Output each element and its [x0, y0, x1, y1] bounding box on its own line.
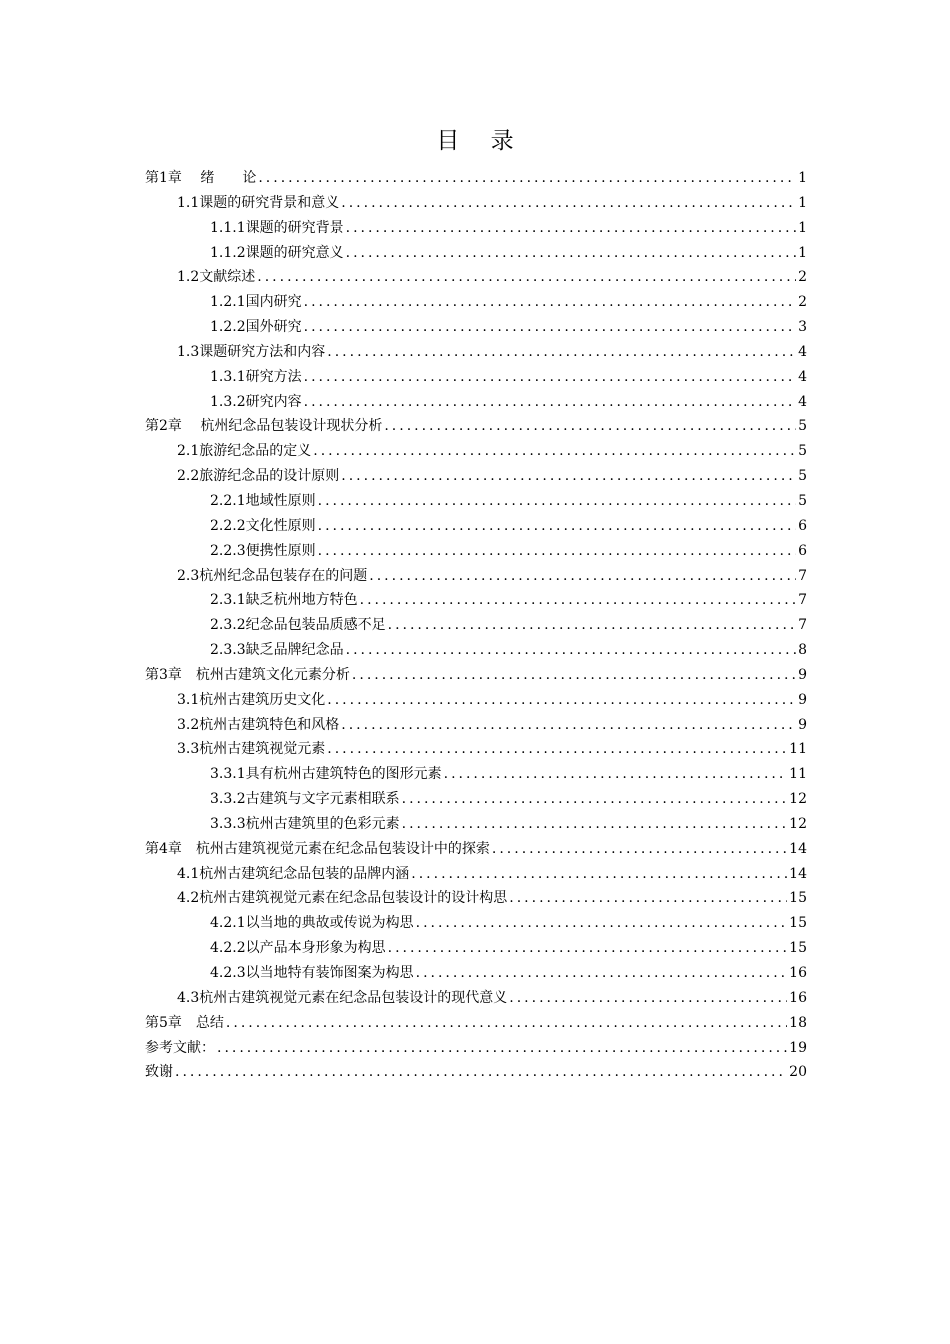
toc-dot-leader	[352, 667, 796, 683]
toc-entry[interactable]	[145, 738, 807, 763]
toc-dot-leader	[416, 915, 788, 931]
toc-entry[interactable]	[145, 937, 807, 962]
toc-entry-title: 4.2.2以产品本身形象为构思	[210, 940, 386, 957]
toc-entry[interactable]	[145, 863, 807, 888]
toc-entry-page-number: 1	[798, 194, 807, 211]
toc-entry-page-number: 12	[789, 791, 807, 808]
toc-entry-title: 1.3课题研究方法和内容	[177, 343, 326, 360]
toc-entry-page-number: 8	[798, 642, 807, 659]
toc-dot-leader	[444, 766, 788, 782]
toc-entry-title: 2.2.3便携性原则	[210, 542, 316, 559]
toc-entry-title: 2.3.3缺乏品牌纪念品	[210, 642, 344, 659]
toc-dot-leader	[257, 269, 796, 285]
toc-entry-page-number: 15	[789, 940, 807, 957]
toc-dot-leader	[509, 890, 787, 906]
toc-dot-leader	[217, 1040, 787, 1056]
toc-entry[interactable]	[145, 266, 807, 291]
toc-entry-page-number: 11	[789, 741, 807, 758]
toc-entry-page-number: 4	[798, 393, 807, 410]
toc-entry-page-number: 9	[798, 716, 807, 733]
toc-entry[interactable]	[145, 887, 807, 912]
toc-entry[interactable]	[145, 217, 807, 242]
toc-entry-page-number: 4	[798, 368, 807, 385]
toc-entry-title: 2.2.1地域性原则	[210, 492, 316, 509]
toc-entry-title: 2.3杭州纪念品包装存在的问题	[177, 567, 368, 584]
toc-entry[interactable]	[145, 465, 807, 490]
toc-entry-page-number: 5	[798, 492, 807, 509]
toc-dot-leader	[327, 692, 796, 708]
toc-entry[interactable]	[145, 490, 807, 515]
toc-entry-page-number: 2	[798, 294, 807, 311]
toc-entry-page-number: 20	[789, 1064, 807, 1081]
toc-entry-title: 第5章 总结	[145, 1014, 224, 1031]
toc-entry[interactable]	[145, 366, 807, 391]
toc-entry-title: 1.2.1国内研究	[210, 294, 302, 311]
toc-entry-title: 4.1杭州古建筑纪念品包装的品牌内涵	[177, 865, 410, 882]
toc-entry-title: 3.3.2古建筑与文字元素相联系	[210, 791, 400, 808]
toc-entry[interactable]	[145, 962, 807, 987]
toc-entry-page-number: 7	[798, 592, 807, 609]
toc-entry[interactable]	[145, 391, 807, 416]
toc-entry[interactable]	[145, 639, 807, 664]
toc-entry-title: 3.1杭州古建筑历史文化	[177, 691, 326, 708]
toc-entry[interactable]	[145, 167, 807, 192]
toc-entry-title: 1.2文献综述	[177, 269, 256, 286]
toc-entry-title: 4.2.1以当地的典故或传说为构思	[210, 915, 414, 932]
toc-entry-title: 4.3杭州古建筑视觉元素在纪念品包装设计的现代意义	[177, 989, 508, 1006]
toc-entry-title: 2.3.1缺乏杭州地方特色	[210, 592, 358, 609]
toc-entry-title: 1.3.1研究方法	[210, 368, 302, 385]
toc-entry[interactable]	[145, 540, 807, 565]
toc-dot-leader	[327, 741, 787, 757]
toc-entry-page-number: 6	[798, 542, 807, 559]
toc-entry[interactable]	[145, 912, 807, 937]
toc-dot-leader	[304, 394, 796, 410]
toc-entry[interactable]	[145, 689, 807, 714]
toc-entry[interactable]	[145, 763, 807, 788]
toc-entry-page-number: 18	[789, 1014, 807, 1031]
toc-entry-page-number: 7	[798, 617, 807, 634]
table-of-contents	[145, 167, 807, 1086]
toc-entry-title: 4.2杭州古建筑视觉元素在纪念品包装设计的设计构思	[177, 890, 508, 907]
toc-entry-page-number: 1	[798, 170, 807, 186]
toc-entry-title: 1.1.2课题的研究意义	[210, 244, 344, 261]
toc-entry-title: 2.3.2纪念品包装品质感不足	[210, 617, 386, 634]
toc-dot-leader	[369, 568, 796, 584]
toc-entry-title: 2.2.2文化性原则	[210, 517, 316, 534]
toc-entry-page-number: 5	[798, 418, 807, 435]
toc-dot-leader	[346, 642, 796, 658]
toc-entry[interactable]	[145, 192, 807, 217]
toc-entry[interactable]	[145, 341, 807, 366]
toc-dot-leader	[313, 443, 796, 459]
toc-dot-leader	[346, 245, 796, 261]
toc-dot-leader	[175, 1064, 787, 1080]
toc-entry-title: 第4章 杭州古建筑视觉元素在纪念品包装设计中的探索	[145, 840, 490, 857]
toc-entry-title: 第3章 杭州古建筑文化元素分析	[145, 666, 350, 683]
toc-entry[interactable]	[145, 515, 807, 540]
toc-entry[interactable]	[145, 440, 807, 465]
toc-dot-leader	[492, 841, 787, 857]
toc-entry[interactable]	[145, 838, 807, 863]
toc-entry[interactable]	[145, 316, 807, 341]
page-title: 目 录	[436, 128, 526, 154]
toc-dot-leader	[341, 195, 796, 211]
toc-entry[interactable]	[145, 1012, 807, 1037]
toc-dot-leader	[388, 940, 788, 956]
toc-entry-page-number: 9	[798, 691, 807, 708]
toc-entry[interactable]	[145, 614, 807, 639]
toc-entry-title: 3.3.3杭州古建筑里的色彩元素	[210, 815, 400, 832]
toc-entry[interactable]	[145, 987, 807, 1012]
toc-dot-leader	[411, 866, 787, 882]
toc-entry-title: 1.2.2国外研究	[210, 319, 302, 336]
toc-entry-page-number: 11	[789, 766, 807, 783]
toc-entry-page-number: 1	[798, 244, 807, 261]
toc-entry-title: 1.3.2研究内容	[210, 393, 302, 410]
toc-dot-leader	[360, 592, 796, 608]
toc-dot-leader	[226, 1015, 787, 1031]
toc-entry[interactable]	[145, 714, 807, 739]
toc-entry-title: 第2章 杭州纪念品包装设计现状分析	[145, 418, 383, 435]
toc-dot-leader	[346, 220, 796, 236]
toc-dot-leader	[341, 468, 796, 484]
toc-dot-leader	[318, 518, 796, 534]
toc-entry-page-number: 12	[789, 815, 807, 832]
toc-entry-page-number: 16	[789, 965, 807, 981]
toc-dot-leader	[509, 990, 787, 1006]
toc-entry-page-number: 14	[789, 865, 807, 882]
toc-entry[interactable]	[145, 788, 807, 813]
toc-entry[interactable]	[145, 664, 807, 689]
toc-entry[interactable]	[145, 589, 807, 614]
toc-dot-leader	[318, 493, 796, 509]
toc-entry-title: 1.1.1课题的研究背景	[210, 219, 344, 236]
toc-entry-page-number: 14	[789, 840, 807, 857]
toc-entry[interactable]	[145, 1037, 807, 1062]
toc-entry-title: 3.2杭州古建筑特色和风格	[177, 716, 340, 733]
toc-entry-page-number: 9	[798, 666, 807, 683]
toc-entry-title: 参考文献：	[145, 1039, 215, 1056]
toc-entry-title: 3.3杭州古建筑视觉元素	[177, 741, 326, 758]
toc-entry-page-number: 5	[798, 443, 807, 460]
toc-dot-leader	[402, 816, 788, 832]
toc-entry-page-number: 7	[798, 567, 807, 584]
toc-dot-leader	[388, 617, 796, 633]
toc-entry[interactable]	[145, 415, 807, 440]
toc-entry-title: 3.3.1具有杭州古建筑特色的图形元素	[210, 766, 442, 783]
toc-entry-page-number: 5	[798, 468, 807, 485]
toc-entry-page-number: 6	[798, 517, 807, 534]
toc-dot-leader	[402, 791, 788, 807]
toc-dot-leader	[304, 294, 796, 310]
toc-entry[interactable]	[145, 291, 807, 316]
toc-dot-leader	[304, 369, 796, 385]
toc-entry[interactable]	[145, 813, 807, 838]
toc-dot-leader	[384, 418, 796, 434]
toc-entry-page-number: 3	[798, 319, 807, 336]
toc-entry[interactable]	[145, 242, 807, 267]
toc-entry[interactable]	[145, 1061, 807, 1086]
toc-entry-title: 2.1旅游纪念品的定义	[177, 443, 312, 460]
toc-dot-leader	[304, 319, 796, 335]
toc-dot-leader	[341, 717, 796, 733]
toc-entry-page-number: 1	[798, 219, 807, 236]
toc-dot-leader	[416, 965, 788, 981]
toc-entry-title: 第1章 绪 论	[145, 170, 257, 186]
toc-entry[interactable]	[145, 565, 807, 590]
toc-entry-title: 1.1课题的研究背景和意义	[177, 194, 340, 211]
toc-entry-page-number: 19	[789, 1039, 807, 1056]
toc-entry-page-number: 15	[789, 915, 807, 932]
toc-entry-title: 致谢	[145, 1064, 173, 1081]
toc-entry-title: 4.2.3以当地特有装饰图案为构思	[210, 965, 414, 981]
toc-entry-title: 2.2旅游纪念品的设计原则	[177, 468, 340, 485]
toc-entry-page-number: 4	[798, 343, 807, 360]
toc-dot-leader	[258, 170, 796, 186]
toc-dot-leader	[318, 543, 796, 559]
toc-entry-page-number: 16	[789, 989, 807, 1006]
toc-entry-page-number: 2	[798, 269, 807, 286]
toc-entry-page-number: 15	[789, 890, 807, 907]
toc-dot-leader	[327, 344, 796, 360]
